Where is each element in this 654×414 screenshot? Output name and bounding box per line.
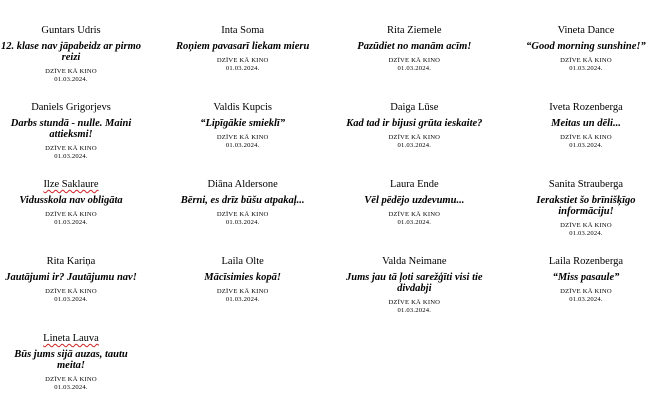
entry-author: Valda Neimane <box>382 256 447 267</box>
entry-author: Daiga Lūse <box>390 102 439 113</box>
entry-section: DZĪVE KĀ KINO <box>45 376 97 383</box>
entry-section: DZĪVE KĀ KINO <box>45 145 97 152</box>
entry-card <box>503 22 654 99</box>
entry-title: “Miss pasaule” <box>552 272 620 283</box>
entry-date: 01.03.2024. <box>397 65 432 72</box>
entry-author: Iveta Rozenberga <box>549 102 623 113</box>
entry-date: 01.03.2024. <box>569 65 603 72</box>
entry-card <box>331 99 497 176</box>
entry-card <box>503 253 654 330</box>
entry-card <box>0 253 154 330</box>
entry-section: DZĪVE KĀ KINO <box>216 57 269 64</box>
entry-author: Sanita Strauberga <box>548 179 624 190</box>
entry-title: Vidusskola nav obligāta <box>19 195 123 206</box>
entry-title: Vēl pēdējo uzdevumu... <box>364 195 465 206</box>
entry-date: 01.03.2024. <box>397 142 432 149</box>
entry-section: DZĪVE KĀ KINO <box>560 222 612 229</box>
entry-date: 01.03.2024. <box>54 76 88 83</box>
entry-date: 01.03.2024. <box>225 142 260 149</box>
entry-author: Vineta Dance <box>557 25 615 36</box>
entry-section: DZĪVE KĀ KINO <box>388 299 441 306</box>
entry-section: DZĪVE KĀ KINO <box>216 211 269 218</box>
entry-author: Laila Olte <box>221 256 264 267</box>
entry-title: Meitas un dēli... <box>551 118 621 129</box>
entry-section: DZĪVE KĀ KINO <box>216 134 269 141</box>
entry-date: 01.03.2024. <box>569 230 603 237</box>
entry-title: Jums jau tā ļoti sarežģīti visi tie divdabji <box>346 272 483 294</box>
entry-date: 01.03.2024. <box>54 219 88 226</box>
entry-date: 01.03.2024. <box>397 307 432 314</box>
entry-title: Pazūdiet no manām acīm! <box>357 41 472 52</box>
entry-section: DZĪVE KĀ KINO <box>45 211 97 218</box>
entry-section: DZĪVE KĀ KINO <box>216 288 269 295</box>
entry-date: 01.03.2024. <box>569 296 603 303</box>
entry-title: Roņiem pavasarī liekam mieru <box>176 41 310 52</box>
entry-date: 01.03.2024. <box>225 65 260 72</box>
entry-author: Daniels Grigorjevs <box>31 102 111 113</box>
entry-author: Rita Ziemele <box>387 25 442 36</box>
entry-author: Laila Rozenberga <box>548 256 624 267</box>
entries-grid <box>0 22 652 407</box>
entry-section: DZĪVE KĀ KINO <box>45 288 97 295</box>
entry-date: 01.03.2024. <box>397 219 432 226</box>
entry-card <box>0 22 154 99</box>
entry-card <box>160 253 326 330</box>
entry-card <box>0 330 154 407</box>
entry-title: Ierakstiet šo brīnišķīgo informāciju! <box>536 195 636 217</box>
entry-date: 01.03.2024. <box>225 219 260 226</box>
entry-date: 01.03.2024. <box>569 142 603 149</box>
title-text: “Good morning sunshine!” <box>526 41 646 52</box>
entry-card <box>503 99 654 176</box>
entry-date: 01.03.2024. <box>54 153 88 160</box>
entry-section: DZĪVE KĀ KINO <box>388 134 441 141</box>
entry-author: Lineta Lauva <box>43 333 99 344</box>
entry-card <box>160 99 326 176</box>
entry-card <box>160 22 326 99</box>
entry-title: Mācīsimies kopā! <box>204 272 282 283</box>
entry-title: Būs jums sijā auzas, tautu meita! <box>14 349 128 371</box>
entry-card <box>0 99 154 176</box>
entry-section: DZĪVE KĀ KINO <box>45 68 97 75</box>
entry-section: DZĪVE KĀ KINO <box>388 211 441 218</box>
entry-author: Ilze Saklaure <box>43 179 99 190</box>
entry-card <box>160 176 326 253</box>
entry-author: Diāna Aldersone <box>207 179 278 190</box>
entry-author: Valdis Kupcis <box>213 102 272 113</box>
entry-author: Guntars Udris <box>41 25 101 36</box>
entry-card <box>331 176 497 253</box>
entry-title <box>515 41 654 52</box>
entry-card <box>0 176 154 253</box>
entry-date: 01.03.2024. <box>54 296 88 303</box>
entry-title: Bērni, es drīz būšu atpakaļ... <box>180 195 305 206</box>
entry-date: 01.03.2024. <box>54 384 88 391</box>
entry-title: “Lipīgākie smieklī” <box>200 118 286 129</box>
entry-author: Inta Soma <box>221 25 265 36</box>
entry-author: Laura Ende <box>389 179 439 190</box>
entry-title: Kad tad ir bijusi grūta ieskaite? <box>346 118 483 129</box>
entry-title: Darbs stundā - nulle. Maini attieksmi! <box>10 118 132 140</box>
entry-section: DZĪVE KĀ KINO <box>388 57 441 64</box>
entry-section: DZĪVE KĀ KINO <box>560 57 612 64</box>
entry-date: 01.03.2024. <box>225 296 260 303</box>
entry-card <box>503 176 654 253</box>
entry-card <box>331 22 497 99</box>
entry-author: Rita Kariņa <box>46 256 96 267</box>
entry-card <box>331 253 497 330</box>
entry-title: 12. klase nav jāpabeidz ar pirmo reizi <box>0 41 141 63</box>
entry-title: Jautājumi ir? Jautājumu nav! <box>5 272 137 283</box>
entry-section: DZĪVE KĀ KINO <box>560 134 612 141</box>
entry-section: DZĪVE KĀ KINO <box>560 288 612 295</box>
